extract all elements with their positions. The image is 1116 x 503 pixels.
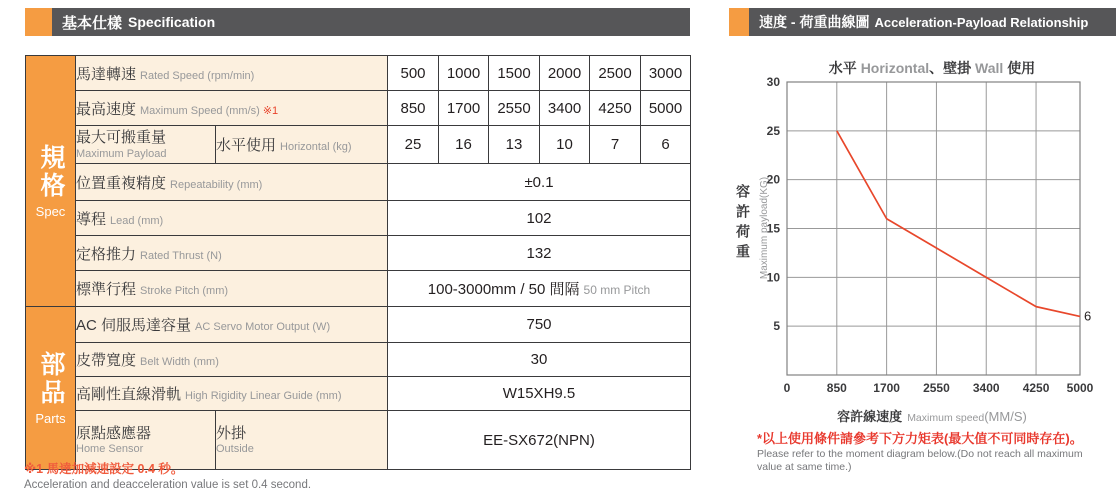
sidebar-parts-zh: 部品	[37, 350, 65, 407]
value-cell: 16	[439, 126, 489, 164]
chart-note-zh: *以上使用條件請參考下方力矩表(最大值不可同時存在)。	[757, 431, 1083, 446]
spec-table	[25, 55, 691, 470]
footnote-en: Acceleration and deacceleration value is set 0.4 second.	[24, 478, 312, 491]
table-row	[26, 343, 691, 377]
table-row	[26, 271, 691, 307]
spec-title-en: Specification	[128, 14, 216, 30]
label-en: Home Sensor	[76, 443, 144, 456]
label-en: AC Servo Motor Output (W)	[195, 321, 331, 333]
label-zh: 最高速度	[76, 100, 137, 118]
label-belt-width	[76, 343, 388, 377]
label-en: Rated Thrust (N)	[140, 249, 222, 262]
table-row	[26, 126, 691, 164]
orange-accent-block	[25, 8, 52, 36]
label-rated-thrust	[76, 236, 388, 271]
spec-header-bar	[52, 8, 690, 36]
value-cell-merged: 102	[388, 201, 691, 236]
chart-note	[757, 431, 1113, 474]
label-en: Horizontal (kg)	[280, 141, 352, 153]
label-zh: 皮帶寬度	[76, 352, 137, 369]
payload-speed-chart	[745, 68, 1105, 404]
label-zh: 位置重複精度	[76, 174, 167, 192]
y-axis-label-en: Maximum payload(KG)	[759, 176, 770, 280]
value-cell: 2000	[540, 56, 590, 91]
chart-section-header	[729, 8, 1116, 36]
value-cell: 3400	[540, 91, 590, 126]
value-cell: 1700	[439, 91, 489, 126]
value-cell: 10	[540, 126, 590, 164]
label-zh: 原點感應器	[76, 424, 152, 442]
stroke-value-en: 50 mm Pitch	[583, 283, 651, 297]
value-cell: 2550	[489, 91, 540, 126]
y-tick-label: 20	[766, 172, 780, 187]
x-tick-label: 850	[826, 381, 847, 395]
value-cell: 25	[388, 126, 439, 164]
x-axis-label-zh: 容許線速度	[837, 409, 903, 424]
value-cell: 7	[590, 126, 641, 164]
sidebar-parts-en: Parts	[35, 410, 66, 426]
x-tick-label: 3400	[972, 381, 1000, 395]
y-tick-label: 15	[766, 221, 780, 236]
payload-curve	[837, 131, 1080, 317]
value-cell: 4250	[590, 91, 641, 126]
label-en: Outside	[216, 443, 254, 456]
curve-end-label: 6	[1084, 308, 1092, 324]
spec-title-zh: 基本仕樣	[62, 14, 123, 32]
label-zh: 導程	[76, 210, 107, 228]
value-cell: 2500	[590, 56, 641, 91]
value-cell: 3000	[641, 56, 691, 91]
y-tick-label: 10	[766, 270, 780, 285]
plot-title-zh: 使用	[1007, 60, 1036, 76]
left-footnote	[24, 462, 311, 493]
x-tick-label: 2550	[923, 381, 950, 395]
label-horizontal-use	[216, 126, 388, 164]
value-cell-merged: ±0.1	[388, 164, 691, 201]
table-row	[26, 236, 691, 271]
table-row	[26, 411, 691, 470]
plot-title-zh: 、壁掛	[929, 60, 972, 76]
value-cell-merged: 750	[388, 307, 691, 343]
label-en: Lead (mm)	[110, 214, 164, 227]
value-cell: 1500	[489, 56, 540, 91]
y-axis-label-zh: 容許荷重	[735, 184, 751, 264]
plot-title-en: Wall	[975, 60, 1004, 76]
x-axis-label-en: Maximum speed	[907, 412, 985, 424]
y-tick-label: 25	[766, 123, 780, 138]
y-tick-label: 5	[773, 319, 780, 334]
table-row	[26, 164, 691, 201]
label-en: Belt Width (mm)	[140, 356, 219, 368]
y-tick-label: 30	[766, 75, 780, 89]
label-rated-speed	[76, 56, 388, 91]
label-en: Rated Speed (rpm/min)	[140, 69, 255, 82]
chart-note-en: Please refer to the moment diagram below.(Do not reach all maximum	[757, 447, 1083, 460]
value-cell-merged: W15XH9.5	[388, 377, 691, 411]
label-zh: 定格推力	[76, 245, 137, 263]
label-zh: AC 伺服馬達容量	[76, 317, 192, 334]
sidebar-spec-en: Spec	[35, 203, 66, 219]
value-cell: 13	[489, 126, 540, 164]
label-servo-output	[76, 307, 388, 343]
chart-header-bar	[749, 8, 1116, 36]
x-axis-label-unit: (MM/S)	[984, 409, 1027, 424]
chart-title-en: Acceleration-Payload Relationship	[874, 14, 1089, 30]
stroke-value: 100-3000mm / 50 間隔	[427, 281, 580, 298]
plot-title-zh: 水平	[828, 60, 857, 76]
value-cell-merged	[388, 271, 691, 307]
label-en: Stroke Pitch (mm)	[140, 285, 229, 297]
label-en: Maximum Speed (mm/s)	[140, 104, 260, 117]
table-row	[26, 56, 691, 91]
sidebar-spec	[26, 56, 76, 307]
x-tick-label: 5000	[1066, 381, 1094, 395]
value-cell: 500	[388, 56, 439, 91]
value-cell-merged: 30	[388, 343, 691, 377]
label-en: Maximum Payload	[76, 147, 167, 160]
orange-accent-block	[729, 8, 749, 36]
label-lead	[76, 201, 388, 236]
label-home-sensor	[76, 411, 216, 470]
value-cell: 5000	[641, 91, 691, 126]
x-tick-label: 1700	[873, 381, 900, 395]
table-row	[26, 201, 691, 236]
label-zh: 高剛性直線滑軌	[76, 386, 182, 403]
label-stroke-pitch	[76, 271, 388, 307]
label-en: High Rigidity Linear Guide (mm)	[185, 390, 342, 402]
chart-note-en: value at same time.)	[757, 461, 852, 474]
x-tick-label: 0	[783, 381, 791, 395]
x-axis-label	[782, 406, 1082, 426]
footnote-ref: ※1	[262, 104, 279, 117]
label-zh: 最大可搬重量	[76, 129, 167, 147]
plot-title-en: Horizontal	[860, 60, 930, 76]
label-outside	[216, 411, 388, 470]
table-row	[26, 377, 691, 411]
sidebar-spec-zh: 規格	[37, 143, 65, 200]
value-cell: 1000	[439, 56, 489, 91]
table-row	[26, 91, 691, 126]
label-en: Repeatability (mm)	[170, 178, 263, 191]
label-linear-guide	[76, 377, 388, 411]
label-zh: 標準行程	[76, 281, 137, 298]
label-zh: 外掛	[216, 424, 247, 442]
label-zh: 水平使用	[216, 137, 277, 154]
label-zh: 馬達轉速	[76, 65, 137, 83]
x-tick-label: 4250	[1022, 381, 1050, 395]
spec-section-header	[25, 8, 690, 36]
footnote-zh: ※1 馬達加減速設定 0.4 秒。	[24, 462, 184, 476]
value-cell-merged: 132	[388, 236, 691, 271]
value-cell: 850	[388, 91, 439, 126]
table-row	[26, 307, 691, 343]
label-repeatability	[76, 164, 388, 201]
chart-title-zh: 速度 - 荷重曲線圖	[759, 14, 870, 30]
sidebar-parts	[26, 307, 76, 470]
value-cell-merged: EE-SX672(NPN)	[388, 411, 691, 470]
label-max-payload	[76, 126, 216, 164]
label-max-speed	[76, 91, 388, 126]
value-cell: 6	[641, 126, 691, 164]
